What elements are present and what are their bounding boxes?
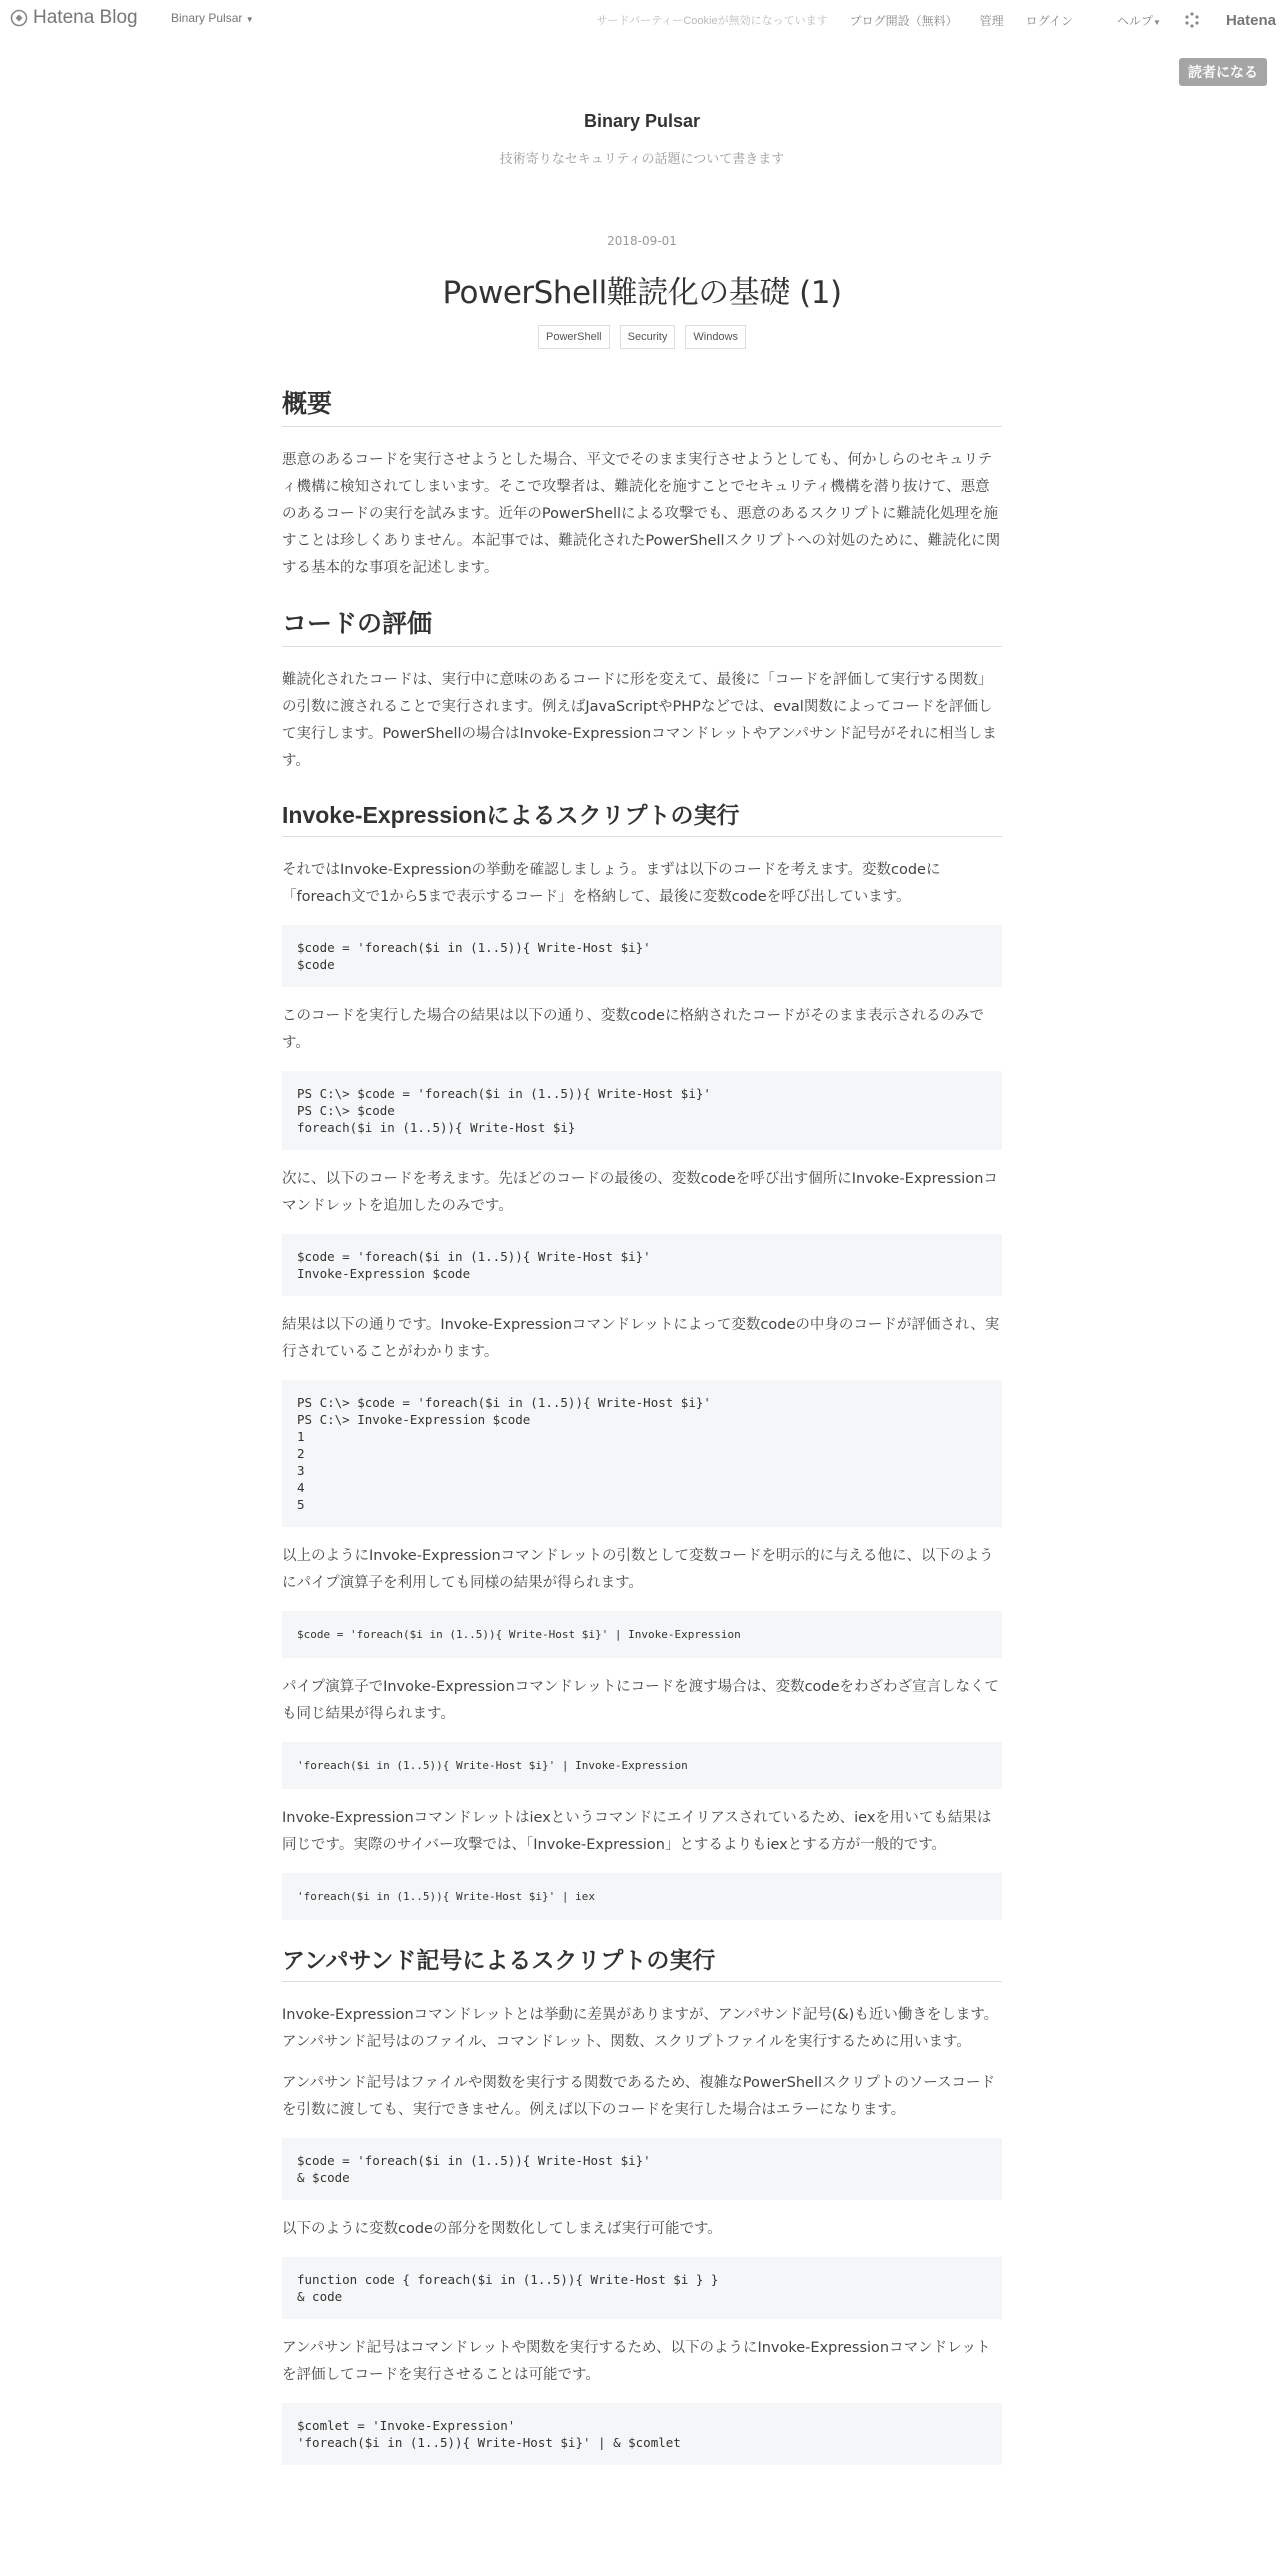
paragraph: 難読化されたコードは、実行中に意味のあるコードに形を変えて、最後に「コードを評価して実行する関数」の引数に渡されることで実行されます。例えばJavaScriptやPHPなどでは、eval関数によってコードを評価して実行します。PowerShellの場合はInvoke-Expressionコマンドレットやアンパサンド記号がそれに相当します。 xyxy=(282,672,997,769)
entry-content xyxy=(282,384,1002,2481)
category-security[interactable]: Security xyxy=(620,325,676,349)
code-block[interactable]: $code = 'foreach($i in (1..5)){ Write-Host $i}' $code xyxy=(282,925,1002,987)
help-label: ヘルプ xyxy=(1117,13,1154,28)
paragraph: アンパサンド記号はファイルや関数を実行する関数であるため、複雑なPowerShellスクリプトのソースコードを引数に渡しても、実行できません。例えば以下のコードを実行した場合はエラーになります。 xyxy=(282,2075,996,2118)
section-heading-ampersand: アンパサンド記号によるスクリプトの実行 xyxy=(282,1942,1002,1982)
code-block[interactable]: function code { foreach($i in (1..5)){ Write-Host $i } } & code xyxy=(282,2257,1002,2319)
paragraph: パイプ演算子でInvoke-Expressionコマンドレットにコードを渡す場合は、変数codeをわざわざ宣言しなくても同じ結果が得られます。 xyxy=(282,1679,1000,1722)
hatena-brand[interactable] xyxy=(1183,11,1276,29)
blog-selector-label: Binary Pulsar xyxy=(171,11,243,25)
blog-description: 技術寄りなセキュリティの話題について書きます xyxy=(499,152,785,167)
caret-down-icon: ▼ xyxy=(1153,17,1161,27)
paragraph: 以下のように変数codeの部分を関数化してしまえば実行可能です。 xyxy=(282,2221,722,2237)
paragraph: Invoke-Expressionコマンドレットはiexというコマンドにエイリアスされているため、iexを用いても結果は同じです。実際のサイバー攻撃では、「Invoke-Expression」とするよりもiexとする方が一般的です。 xyxy=(282,1810,992,1853)
paragraph: このコードを実行した場合の結果は以下の通り、変数codeに格納されたコードがそのまま表示されるのみです。 xyxy=(282,1008,984,1051)
paragraph: 以上のようにInvoke-Expressionコマンドレットの引数として変数コードを明示的に与える他に、以下のようにパイプ演算子を利用しても同様の結果が得られます。 xyxy=(282,1548,994,1591)
category-windows[interactable]: Windows xyxy=(685,325,746,349)
code-block[interactable]: $code = 'foreach($i in (1..5)){ Write-Host $i}' & $code xyxy=(282,2138,1002,2200)
code-block[interactable]: 'foreach($i in (1..5)){ Write-Host $i}' | Invoke-Expression xyxy=(282,1742,1002,1789)
paragraph: Invoke-Expressionコマンドレットとは挙動に差異がありますが、アンパサンド記号(&)も近い働きをします。アンパサンド記号はのファイル、コマンドレット、関数、スクリプトファイルを実行するために用います。 xyxy=(282,2007,999,2050)
paragraph: 次に、以下のコードを考えます。先ほどのコードの最後の、変数codeを呼び出す個所にInvoke-Expressionコマンドレットを追加したのみです。 xyxy=(282,1171,998,1214)
subscribe-button[interactable]: 読者になる xyxy=(1179,58,1267,86)
section-heading-overview: 概要 xyxy=(282,384,1002,427)
category-powershell[interactable]: PowerShell xyxy=(538,325,610,349)
paragraph: 悪意のあるコードを実行させようとした場合、平文でそのまま実行させようとしても、何かしらのセキュリティ機構に検知されてしまいます。そこで攻撃者は、難読化を施すことでセキュリティ機構を潜り抜けて、悪意のあるコードの実行を試みます。近年のPowerShellによる攻撃でも、悪意のあるスクリプトに難読化処理を施すことは珍しくありません。本記事では、難読化されたPowerShellスクリプトへの対処のために、難読化に関する基本的な事項を記述します。 xyxy=(282,452,1001,576)
admin-link[interactable]: 管理 xyxy=(979,13,1004,28)
section-heading-eval: コードの評価 xyxy=(282,604,1002,647)
blog-title[interactable]: Binary Pulsar xyxy=(583,111,701,131)
code-block[interactable]: $code = 'foreach($i in (1..5)){ Write-Host $i}' | Invoke-Expression xyxy=(282,1611,1002,1658)
hatena-brand-label: Hatena xyxy=(1225,11,1276,29)
code-block[interactable]: $code = 'foreach($i in (1..5)){ Write-Host $i}' Invoke-Expression $code xyxy=(282,1234,1002,1296)
paragraph: それではInvoke-Expressionの挙動を確認しましょう。まずは以下のコードを考えます。変数codeに「foreach文で1から5まで表示するコード」を格納して、最後に変数codeを呼び出しています。 xyxy=(282,862,941,905)
caret-down-icon: ▼ xyxy=(245,15,254,24)
paragraph: アンパサンド記号はコマンドレットや関数を実行するため、以下のようにInvoke-Expressionコマンドレットを評価してコードを実行させることは可能です。 xyxy=(282,2340,991,2383)
login-link[interactable]: ログイン xyxy=(1025,13,1074,28)
hatena-dots-icon xyxy=(1183,11,1201,29)
cookie-notice[interactable]: サードパーティーCookieが無効になっています xyxy=(596,15,828,27)
header-links xyxy=(596,11,1276,29)
paragraph: 結果は以下の通りです。Invoke-Expressionコマンドレットによって変数codeの中身のコードが評価され、実行されていることがわかります。 xyxy=(282,1317,1000,1360)
code-block[interactable]: PS C:\> $code = 'foreach($i in (1..5)){ Write-Host $i}' PS C:\> Invoke-Expression $code 1 2 3 4 5 xyxy=(282,1380,1002,1527)
hatena-blog-logo[interactable] xyxy=(10,7,138,29)
help-menu[interactable] xyxy=(1095,12,1161,29)
open-blog-link[interactable]: ブログ開設（無料） xyxy=(849,13,958,28)
category-list xyxy=(0,325,1284,349)
code-block[interactable]: $comlet = 'Invoke-Expression' 'foreach($i in (1..5)){ Write-Host $i}' | & $comlet xyxy=(282,2403,1002,2465)
entry-title[interactable]: PowerShell難読化の基礎 (1) xyxy=(442,275,842,311)
logo-text: Hatena Blog xyxy=(33,7,138,28)
section-heading-iex: Invoke-Expressionによるスクリプトの実行 xyxy=(282,797,1002,837)
hatena-blog-logo-icon xyxy=(10,9,28,27)
global-header xyxy=(0,0,1284,36)
code-block[interactable]: 'foreach($i in (1..5)){ Write-Host $i}' | iex xyxy=(282,1873,1002,1920)
entry-date[interactable]: 2018-09-01 xyxy=(607,234,677,248)
blog-selector[interactable] xyxy=(171,11,254,25)
code-block[interactable]: PS C:\> $code = 'foreach($i in (1..5)){ Write-Host $i}' PS C:\> $code foreach($i in (1..5)){ Write-Host $i} xyxy=(282,1071,1002,1150)
